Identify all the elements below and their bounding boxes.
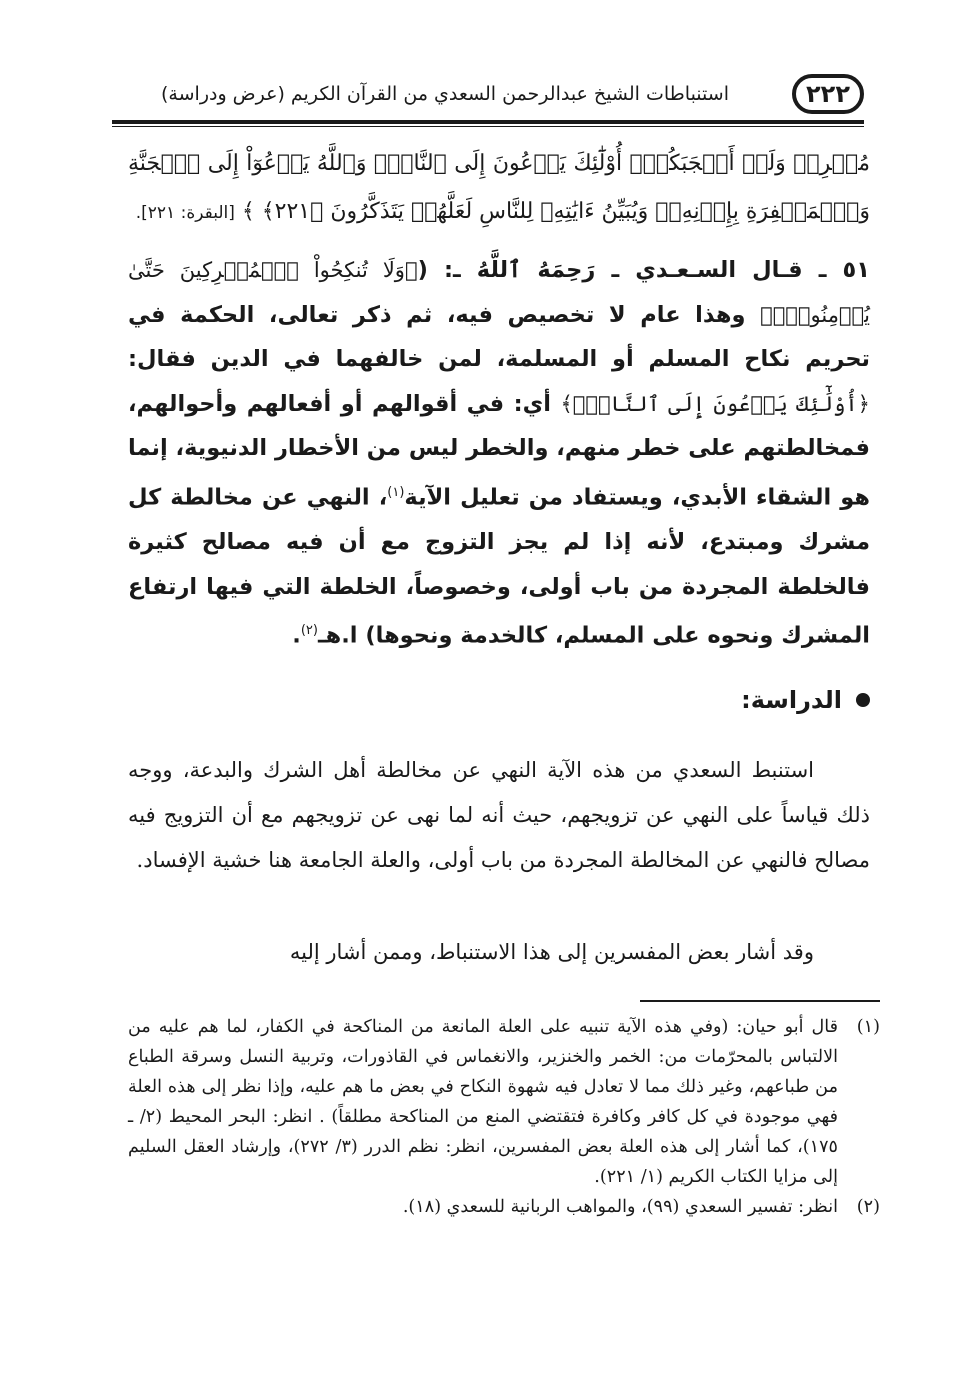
bullet-icon	[856, 693, 870, 707]
footnote-2	[128, 1192, 880, 1222]
verse-continuation	[128, 140, 870, 237]
quote-ayah-2: ﴿أُوْلَٰٓئِكَ يَدۡعُونَ إِلَى ٱلنَّارِۖ﴾	[560, 391, 870, 416]
study-paragraph-2	[128, 930, 870, 975]
footnote-number-1: (١)	[856, 1017, 880, 1037]
footnote-ref-1[interactable]: (١)	[387, 484, 405, 500]
quote-intro: ٥١ ـ قـال السـعـدي ـ رَحِمَهُ ٱللَّهُ ـ: (	[417, 257, 870, 283]
study-heading	[600, 686, 870, 714]
page-header	[112, 70, 864, 118]
study-heading-label: الدراسة:	[741, 686, 842, 714]
quote-body-3: ، النهي عن مخالطة كل مشرك ومبتدع، لأنه إذا لم يجز التزوج مع أن فيه مصالح كثيرة فالخلطة المجردة من باب أولى، وخصوصاً، الخلطة التي فيها ارتفاع المشرك ونحوه على المسلم، كالخدمة ونحوها) ا.هـ	[128, 484, 870, 649]
header-rule-thin	[112, 126, 864, 127]
footnote-ref-2[interactable]: (٢)	[300, 623, 318, 639]
quote-end: .	[292, 622, 301, 649]
running-title: استنباطات الشيخ عبدالرحمن السعدي من القرآن الكريم (عرض ودراسة)	[161, 83, 729, 105]
saadi-quote	[128, 248, 870, 658]
footnote-separator	[640, 1000, 880, 1002]
study-paragraph-1	[128, 748, 870, 884]
study-text-1: استنبط السعدي من هذه الآية النهي عن مخالطة أهل الشرك والبدعة، ووجه ذلك قياساً على النهي عن تزويجهم، حيث أنه لما نهى عن تزويجهم مع أن التزويج فيه مصالح فالنهي عن المخالطة المجردة من باب أولى، والعلة الجامعة هنا خشية الإفساد.	[128, 758, 870, 873]
header-rule	[112, 120, 864, 124]
footnote-text-2: انظر: تفسير السعدي (٩٩)، والمواهب الربانية للسعدي (١٨).	[402, 1197, 838, 1217]
study-text-2: وقد أشار بعض المفسرين إلى هذا الاستنباط، وممن أشار إليه	[289, 940, 814, 964]
quote-ayah-1: ﴿وَلَا تُنكِحُواْ ٱلۡمُشۡرِكِينَ حَتَّىٰ يُؤۡمِنُواْۚ﴾	[128, 258, 870, 327]
quote-body-2: أي: في أقوالهم أو أفعالهم وأحوالهم، فمخالطتهم على خطر منهم، والخطر ليس من الأخطار الدنيوية، إنما هو الشقاء الأبدي، ويستفاد من تعليل الآية	[128, 390, 870, 511]
verse-text: مُشۡرِكٖ وَلَوۡ أَعۡجَبَكُمۡۗ أُوْلَٰٓئِكَ يَدۡعُونَ إِلَى ٱلنَّارِۖ وَٱللَّهُ يَدۡعُوٓاْ إِلَى ٱلۡجَنَّةِ وَٱلۡمَغۡفِرَةِ بِإِذۡنِهِۦۖ وَيُبَيِّنُ ءَايَٰتِهِۦ لِلنَّاسِ لَعَلَّهُمۡ يَتَذَكَّرُونَ ﴿٢٢١﴾ ﴾	[128, 151, 870, 224]
footnotes	[128, 1012, 880, 1222]
footnote-1	[128, 1012, 880, 1192]
verse-reference: [البقرة: ٢٢١].	[135, 203, 235, 223]
page-number: ٢٢٢	[792, 74, 864, 114]
footnote-text-1: قال أبو حيان: (وفي هذه الآية تنبيه على العلة المانعة من المناكحة في الكفار، لما هم عليه من الالتباس بالمحرّمات من: الخمر والخنزير، والانغماس في القاذورات، وتربية النسل وسرقة الطباع من طباعهم، وغير ذلك مما لا تعادل فيه شهوة النكاح في بعض ما هم عليه، وإذا نظر إلى هذه العلة فهي موجودة في كل كافر وكافرة فتقتضي المنع من المناكحة مطلقاً) . انظر: البحر المحيط (٢/ ـ ١٧٥)، كما أشار إلى هذه العلة بعض المفسرين، انظر: نظم الدرر (٣/ ٢٧٢)، وإرشاد العقل السليم إلى مزايا الكتاب الكريم (١/ ٢٢١).	[128, 1017, 839, 1187]
quote-body-1: وهذا عام لا تخصيص فيه، ثم ذكر تعالى، الحكمة في تحريم نكاح المسلم أو المسلمة، لمن خالفهما في الدين فقال:	[128, 301, 870, 373]
footnote-number-2: (٢)	[856, 1197, 880, 1217]
